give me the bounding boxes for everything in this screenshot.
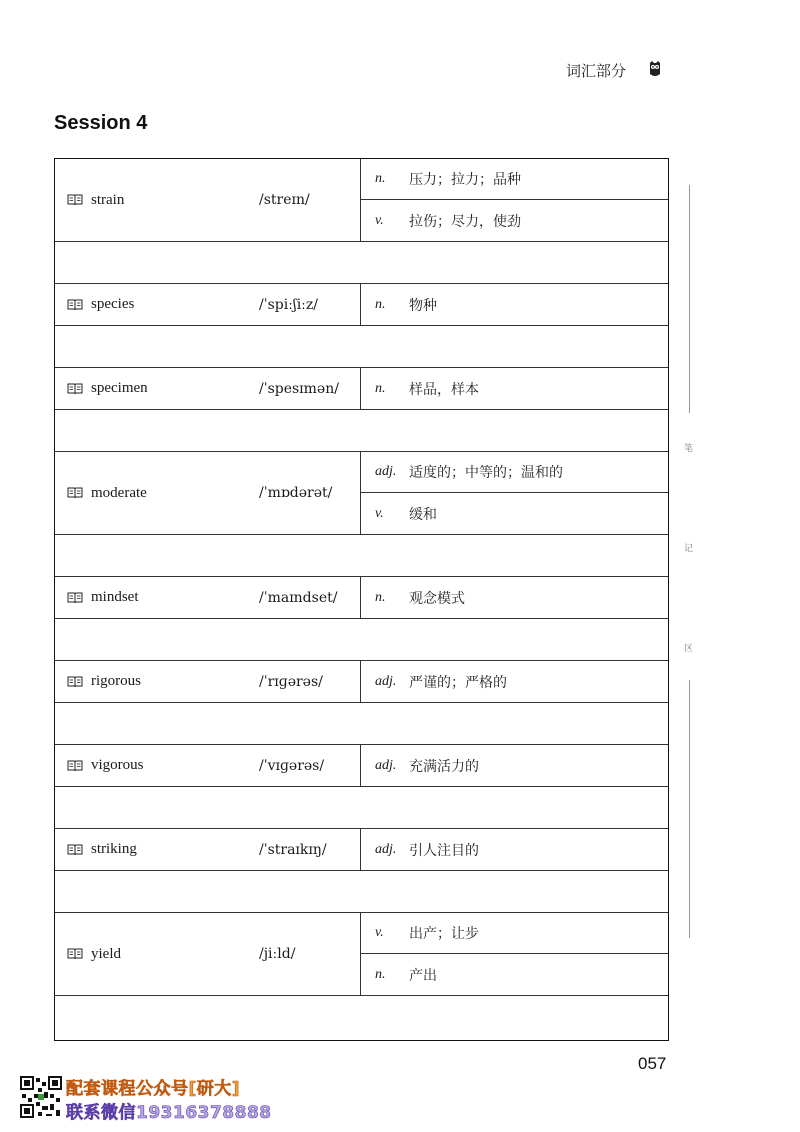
part-of-speech: v. <box>375 505 384 521</box>
note-blank-row <box>55 996 668 1040</box>
phonetic: /jiːld/ <box>259 946 296 962</box>
session-title: Session 4 <box>54 112 148 134</box>
word-cell <box>55 913 361 995</box>
sense-line <box>361 452 668 493</box>
senses-cell <box>361 829 668 870</box>
part-of-speech: v. <box>375 212 384 228</box>
vocab-entry-specimen <box>55 368 668 410</box>
senses-cell <box>361 913 668 995</box>
phonetic: /streɪn/ <box>259 192 310 208</box>
headword: specimen <box>91 380 148 396</box>
note-blank-row <box>55 326 668 368</box>
meaning: 适度的；中等的；温和的 <box>409 465 563 481</box>
sense-line <box>361 368 668 409</box>
open-book-icon <box>67 487 83 499</box>
sense-line <box>361 954 668 995</box>
meaning: 样品，样本 <box>409 381 479 398</box>
open-book-icon <box>67 592 83 604</box>
open-book-icon <box>67 676 83 688</box>
promo-line-course: 配套课程公众号[研大] <box>66 1079 241 1099</box>
sense-line <box>361 745 668 786</box>
senses-cell <box>361 452 668 534</box>
headword: striking <box>91 841 137 857</box>
open-book-icon <box>67 844 83 856</box>
senses-cell <box>361 661 668 702</box>
senses-cell <box>361 284 668 325</box>
note-blank-row <box>55 703 668 745</box>
headword: yield <box>91 945 121 962</box>
word-cell <box>55 745 361 786</box>
running-header-title: 词汇部分 <box>566 62 627 80</box>
word-cell <box>55 661 361 702</box>
page-number: 057 <box>638 1054 667 1073</box>
part-of-speech: n. <box>375 380 386 396</box>
part-of-speech: v. <box>375 925 384 940</box>
sense-line <box>361 493 668 534</box>
part-of-speech: n. <box>375 171 386 186</box>
note-blank-row <box>55 410 668 452</box>
part-of-speech: adj. <box>375 464 397 479</box>
note-blank-row <box>55 619 668 661</box>
part-of-speech: n. <box>375 296 386 312</box>
notes-margin-line-bottom <box>689 680 690 938</box>
note-blank-row <box>55 871 668 913</box>
senses-cell <box>361 745 668 786</box>
phonetic: /ˈspiːʃiːz/ <box>259 296 318 313</box>
word-cell <box>55 452 361 534</box>
part-of-speech: adj. <box>375 757 397 773</box>
open-book-icon <box>67 383 83 395</box>
notes-label-char: 笔 <box>684 444 694 454</box>
meaning: 严谨的；严格的 <box>409 674 507 691</box>
senses-cell <box>361 159 668 241</box>
headword: species <box>91 296 135 312</box>
meaning: 出产；让步 <box>409 926 479 942</box>
vocab-entry-strain <box>55 159 668 242</box>
note-blank-row <box>55 787 668 829</box>
meaning: 引人注目的 <box>409 842 479 859</box>
phonetic: /ˈvɪɡərəs/ <box>259 757 325 774</box>
headword: rigorous <box>91 673 141 689</box>
senses-cell <box>361 368 668 409</box>
vocab-entry-mindset <box>55 577 668 619</box>
notes-margin-line-top <box>689 185 690 413</box>
open-book-icon <box>67 299 83 311</box>
open-book-icon <box>67 760 83 772</box>
meaning: 拉伤；尽力，使劲 <box>409 213 521 230</box>
vocab-entry-rigorous <box>55 661 668 703</box>
meaning: 产出 <box>409 967 437 984</box>
vocab-entry-yield <box>55 913 668 996</box>
vocab-entry-vigorous <box>55 745 668 787</box>
notes-label-char: 记 <box>684 544 694 554</box>
headword: mindset <box>91 589 139 605</box>
word-cell <box>55 577 361 618</box>
meaning: 压力；拉力；品种 <box>409 172 521 188</box>
part-of-speech: n. <box>375 966 386 982</box>
phonetic: /ˈmaɪndset/ <box>259 589 338 606</box>
sense-line <box>361 577 668 618</box>
headword: vigorous <box>91 757 144 773</box>
headword: moderate <box>91 484 147 501</box>
promo-line-contact: 联系微信19316378888 <box>66 1103 272 1123</box>
note-blank-row <box>55 242 668 284</box>
meaning: 观念模式 <box>409 590 465 607</box>
sense-line <box>361 200 668 241</box>
sense-line <box>361 159 668 200</box>
meaning: 缓和 <box>409 506 437 523</box>
owl-logo-icon <box>648 60 662 78</box>
meaning: 充满活力的 <box>409 758 479 775</box>
vocab-entry-striking <box>55 829 668 871</box>
part-of-speech: adj. <box>375 673 397 689</box>
open-book-icon <box>67 948 83 960</box>
headword: strain <box>91 191 125 208</box>
sense-line <box>361 829 668 870</box>
vocabulary-table <box>54 158 669 1041</box>
senses-cell <box>361 577 668 618</box>
part-of-speech: adj. <box>375 841 397 857</box>
phonetic: /ˈrɪɡərəs/ <box>259 673 323 690</box>
phonetic: /ˈspesɪmən/ <box>259 380 339 397</box>
part-of-speech: n. <box>375 589 386 605</box>
note-blank-row <box>55 535 668 577</box>
sense-line <box>361 284 668 325</box>
vocab-entry-moderate <box>55 452 668 535</box>
phonetic: /ˈmɒdərət/ <box>259 485 333 501</box>
open-book-icon <box>67 194 83 206</box>
phonetic: /ˈstraɪkɪŋ/ <box>259 841 327 858</box>
word-cell <box>55 829 361 870</box>
sense-line <box>361 913 668 954</box>
word-cell <box>55 368 361 409</box>
vocab-entry-species <box>55 284 668 326</box>
qr-code-icon <box>20 1076 62 1118</box>
word-cell <box>55 159 361 241</box>
meaning: 物种 <box>409 297 437 314</box>
notes-label-char: 区 <box>684 644 694 654</box>
word-cell <box>55 284 361 325</box>
sense-line <box>361 661 668 702</box>
